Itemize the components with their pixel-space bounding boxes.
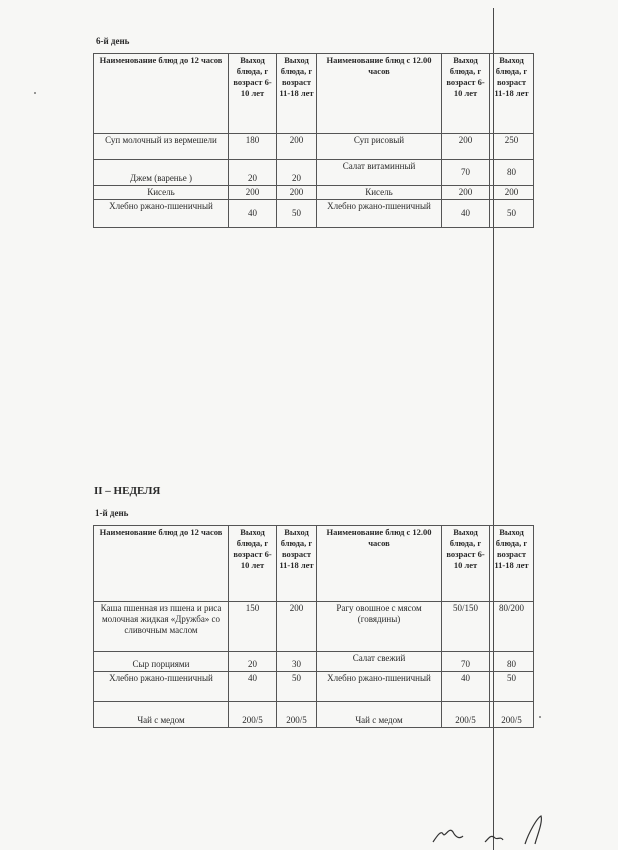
header-out-11-18-b: Выход блюда, г возраст 11-18 лет	[490, 526, 534, 602]
dish-before: Джем (варенье )	[94, 160, 229, 186]
header-out-6-10-b: Выход блюда, г возраст 6-10 лет	[442, 526, 490, 602]
table-row	[94, 160, 534, 186]
value-6-10: 40	[229, 672, 277, 702]
dish-before: Чай с медом	[94, 702, 229, 728]
dish-after: Хлебно ржано-пшеничный	[317, 200, 442, 228]
header-out-11-18: Выход блюда, г возраст 11-18 лет	[277, 526, 317, 602]
dish-after: Салат витаминный	[317, 160, 442, 186]
day-title-1: 1-й день	[95, 508, 129, 518]
value-11-18-b: 200	[490, 186, 534, 200]
value-6-10-b: 40	[442, 672, 490, 702]
value-6-10-b: 70	[442, 160, 490, 186]
header-out-11-18: Выход блюда, г возраст 11-18 лет	[277, 54, 317, 134]
week-title: II – НЕДЕЛЯ	[94, 485, 161, 497]
scan-speck	[539, 716, 541, 718]
dish-after: Суп рисовый	[317, 134, 442, 160]
header-out-11-18-b: Выход блюда, г возраст 11-18 лет	[490, 54, 534, 134]
scan-speck	[34, 92, 36, 94]
header-dish-before: Наименование блюд до 12 часов	[94, 54, 229, 134]
value-6-10: 20	[229, 160, 277, 186]
dish-after: Салат свежий	[317, 652, 442, 672]
table-row	[94, 672, 534, 702]
header-out-6-10: Выход блюда, г возраст 6-10 лет	[229, 526, 277, 602]
dish-before: Сыр порциями	[94, 652, 229, 672]
dish-after: Хлебно ржано-пшеничный	[317, 672, 442, 702]
menu-table-week2-day1	[93, 525, 534, 728]
value-11-18-b: 250	[490, 134, 534, 160]
table-row	[94, 134, 534, 160]
dish-before: Суп молочный из вермешели	[94, 134, 229, 160]
table-row	[94, 186, 534, 200]
value-6-10: 180	[229, 134, 277, 160]
value-11-18: 20	[277, 160, 317, 186]
value-6-10: 200/5	[229, 702, 277, 728]
header-dish-after: Наименование блюд с 12.00 часов	[317, 526, 442, 602]
value-11-18-b: 80	[490, 652, 534, 672]
value-6-10: 20	[229, 652, 277, 672]
value-11-18-b: 80/200	[490, 602, 534, 652]
value-11-18-b: 80	[490, 160, 534, 186]
value-11-18-b: 200/5	[490, 702, 534, 728]
header-dish-after: Наименование блюд с 12.00 часов	[317, 54, 442, 134]
value-11-18: 200/5	[277, 702, 317, 728]
dish-before: Каша пшенная из пшена и риса молочная жидкая «Дружба» со сливочным маслом	[94, 602, 229, 652]
table-row	[94, 702, 534, 728]
value-11-18: 200	[277, 186, 317, 200]
value-6-10-b: 40	[442, 200, 490, 228]
table-row	[94, 200, 534, 228]
table-row	[94, 652, 534, 672]
value-11-18: 30	[277, 652, 317, 672]
day-title-6: 6-й день	[96, 36, 130, 46]
value-11-18: 50	[277, 200, 317, 228]
value-6-10: 40	[229, 200, 277, 228]
dish-before: Хлебно ржано-пшеничный	[94, 672, 229, 702]
value-11-18: 50	[277, 672, 317, 702]
table-header-row	[94, 526, 534, 602]
dish-after: Чай с медом	[317, 702, 442, 728]
header-dish-before: Наименование блюд до 12 часов	[94, 526, 229, 602]
value-6-10-b: 200	[442, 134, 490, 160]
value-6-10-b: 200	[442, 186, 490, 200]
value-6-10-b: 70	[442, 652, 490, 672]
value-11-18-b: 50	[490, 200, 534, 228]
handwritten-signature	[425, 812, 565, 848]
dish-after: Рагу овошное с мясом (говядины)	[317, 602, 442, 652]
dish-before: Кисель	[94, 186, 229, 200]
dish-before: Хлебно ржано-пшеничный	[94, 200, 229, 228]
value-11-18: 200	[277, 602, 317, 652]
value-11-18-b: 50	[490, 672, 534, 702]
menu-table-day6	[93, 53, 534, 228]
value-11-18: 200	[277, 134, 317, 160]
value-6-10-b: 200/5	[442, 702, 490, 728]
value-6-10: 200	[229, 186, 277, 200]
value-6-10: 150	[229, 602, 277, 652]
dish-after: Кисель	[317, 186, 442, 200]
table-header-row	[94, 54, 534, 134]
value-6-10-b: 50/150	[442, 602, 490, 652]
table-row	[94, 602, 534, 652]
header-out-6-10-b: Выход блюда, г возраст 6-10 лет	[442, 54, 490, 134]
header-out-6-10: Выход блюда, г возраст 6-10 лет	[229, 54, 277, 134]
